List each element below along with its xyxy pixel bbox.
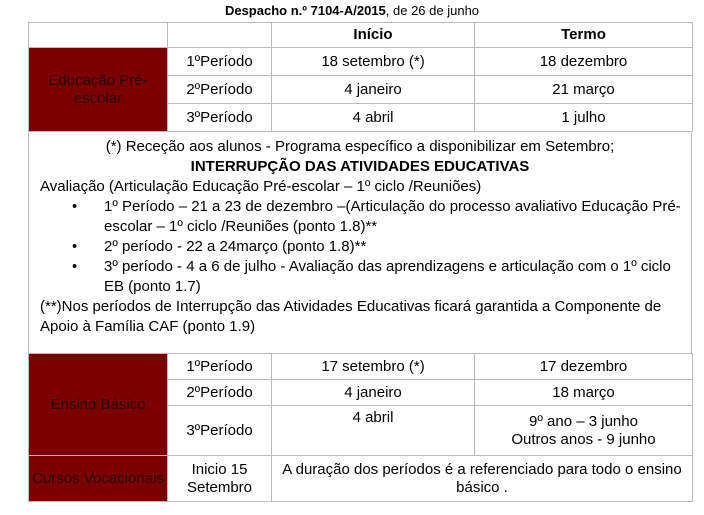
bullet-icon: • xyxy=(72,258,78,275)
col-inicio-header: Início xyxy=(272,23,475,48)
list-item xyxy=(72,257,691,297)
periodo-cell: 1ºPeríodo xyxy=(168,354,272,380)
ensino-basico-table xyxy=(28,353,693,502)
interruption-heading: INTERRUPÇÃO DAS ATIVIDADES EDUCATIVAS xyxy=(190,158,530,175)
vocacionais-inicio-line2: Setembro xyxy=(186,478,253,496)
bullet-icon: • xyxy=(72,238,78,255)
empty-cell xyxy=(29,23,168,48)
periodo-cell: 2ºPeríodo xyxy=(168,76,272,104)
inicio-cell: 4 abril xyxy=(272,104,475,132)
col-termo-header: Termo xyxy=(475,23,693,48)
inicio-cell: 4 janeiro xyxy=(272,76,475,104)
vocacionais-inicio xyxy=(168,456,272,502)
periodo-cell: 3ºPeríodo xyxy=(168,104,272,132)
list-item xyxy=(72,197,691,237)
table-row xyxy=(29,456,693,502)
list-item-text: 3º período - 4 a 6 de julho - Avaliação das aprendizagens e articulação com o 1º ciclo EB (ponto 1.7) xyxy=(104,258,671,295)
table-row xyxy=(29,48,693,76)
vocacionais-note: A duração dos períodos é a referenciado para todo o ensino básico . xyxy=(272,456,693,502)
inicio-cell: 4 janeiro xyxy=(272,380,475,406)
table-header-row xyxy=(29,23,693,48)
interruption-list xyxy=(29,197,691,297)
termo-cell: 18 março xyxy=(475,380,693,406)
page-title xyxy=(0,3,704,18)
periodo-cell: 1ºPeríodo xyxy=(168,48,272,76)
list-item xyxy=(72,237,691,257)
title-bold: Despacho n.º 7104-A/2015 xyxy=(224,3,386,18)
vocacionais-label: Cursos Vocacionais xyxy=(29,456,168,502)
termo-cell: 18 dezembro xyxy=(475,48,693,76)
termo-9ano: 9º ano – 3 junho xyxy=(529,412,638,430)
periodo-cell: 2ºPeríodo xyxy=(168,380,272,406)
avaliacao-line: Avaliação (Articulação Educação Pré-escolar – 1º ciclo /Reuniões) xyxy=(40,178,482,195)
title-date: , de 26 de junho xyxy=(385,3,480,18)
inicio-cell: 4 abril xyxy=(272,406,475,456)
empty-cell xyxy=(168,23,272,48)
bullet-icon: • xyxy=(72,198,78,215)
preescolar-calendar-table xyxy=(28,22,693,132)
preescolar-label: Educação Pré-escolar xyxy=(29,48,168,132)
termo-cell xyxy=(475,406,693,456)
termo-cell: 21 março xyxy=(475,76,693,104)
list-item-text: 1º Período – 21 a 23 de dezembro –(Articulação do processo avaliativo Educação Pré-escolar – 1º ciclo /Reuniões (ponto 1.8)** xyxy=(104,198,681,235)
termo-outros-anos: Outros anos - 9 junho xyxy=(511,430,656,448)
inicio-cell: 18 setembro (*) xyxy=(272,48,475,76)
table-row xyxy=(29,354,693,380)
inicio-cell: 17 setembro (*) xyxy=(272,354,475,380)
rececao-note: (*) Receção aos alunos - Programa específico a disponibilizar em Setembro; xyxy=(105,138,615,155)
periodo-cell: 3ºPeríodo xyxy=(168,406,272,456)
caf-footnote: (**)Nos períodos de Interrupção das Atividades Educativas ficará garantida a Componente de Apoio à Família CAF (ponto 1.9) xyxy=(40,298,662,335)
vocacionais-inicio-line1: Inicio 15 xyxy=(191,460,248,478)
ensino-basico-label: Ensino Básico xyxy=(29,354,168,456)
termo-cell: 17 dezembro xyxy=(475,354,693,380)
termo-cell: 1 julho xyxy=(475,104,693,132)
interruption-notes xyxy=(28,133,692,353)
list-item-text: 2º período - 22 a 24março (ponto 1.8)** xyxy=(104,238,367,255)
